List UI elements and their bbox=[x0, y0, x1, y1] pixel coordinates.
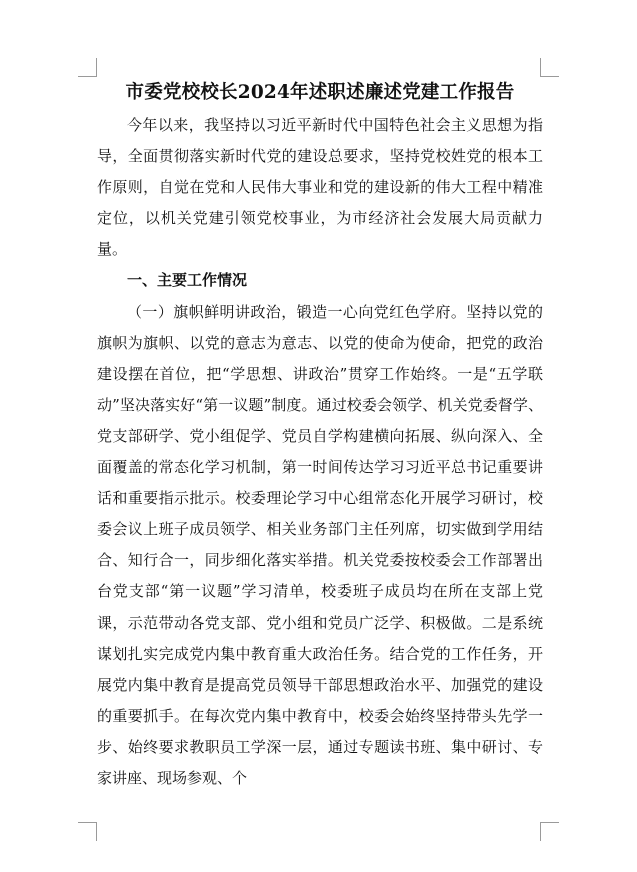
crop-mark-bottom-right bbox=[540, 822, 559, 841]
intro-paragraph: 今年以来，我坚持以习近平新时代中国特色社会主义思想为指导，全面贯彻落实新时代党的建设总要求，坚持党校姓党的根本工作原则，自觉在党和人民伟大事业和党的建设新的伟大工程中精准定位，以机关党建引领党校事业，为市经济社会发展大局贡献力量。 bbox=[97, 116, 543, 259]
section-heading: 一、主要工作情况 bbox=[127, 271, 248, 290]
body-paragraph: （一）旗帜鲜明讲政治，锻造一心向党红色学府。坚持以党的旗帜为旗帜、以党的意志为意志、以党的使命为使命，把党的政治建设摆在首位，把“学思想、讲政治”贯穿工作始终。一是“五学联动”坚决落实好“第一议题”制度。通过校委会领学、机关党委督学、党支部研学、党小组促学、党员自学构建横向拓展、纵向深入、全面覆盖的常态化学习机制，第一时间传达学习习近平总书记重要讲话和重要指示批示。校委理论学习中心组常态化开展学习研讨，校委会议上班子成员领学、相关业务部门主任列席，切实做到学用结合、知行合一，同步细化落实举措。机关党委按校委会工作部署出台党支部“第一议题”学习清单，校委班子成员均在所在支部上党课，示范带动各党支部、党小组和党员广泛学、积极做。二是系统谋划扎实完成党内集中教育重大政治任务。结合党的工作任务，开展党内集中教育是提高党员领导干部思想政治水平、加强党的建设的重要抓手。在每次党内集中教育中，校委会始终坚持带头先学一步、始终要求教职员工学深一层，通过专题读书班、集中研讨、专家讲座、现场参观、个 bbox=[97, 302, 543, 787]
document-body bbox=[97, 76, 543, 794]
crop-mark-top-right bbox=[540, 58, 559, 77]
crop-mark-top-left bbox=[78, 58, 97, 77]
crop-mark-bottom-left bbox=[78, 822, 97, 841]
document-title: 市委党校校长2024年述职述廉述党建工作报告 bbox=[125, 82, 515, 103]
